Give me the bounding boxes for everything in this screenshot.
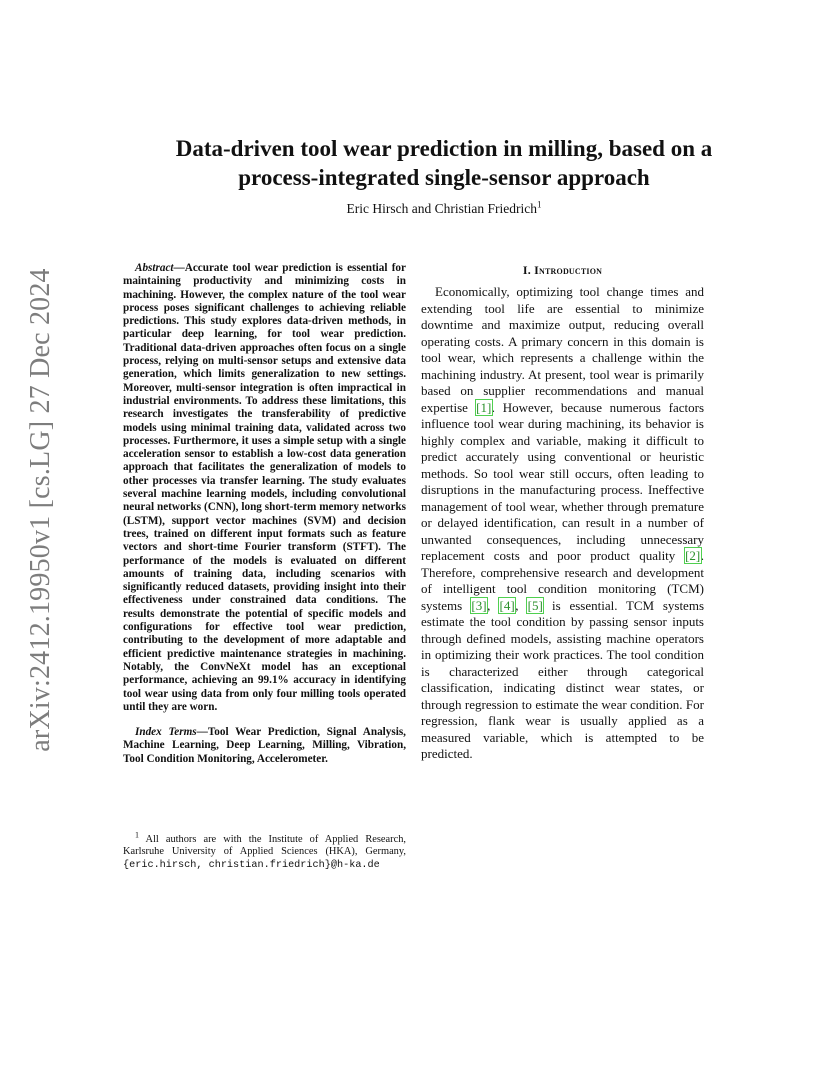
- index-terms-label: Index Terms: [135, 726, 197, 739]
- citation-link-3[interactable]: [3]: [471, 597, 487, 613]
- left-column: [123, 262, 406, 777]
- author-names: Eric Hirsch and Christian Friedrich: [346, 201, 537, 216]
- intro-text-4: is essential. TCM systems estimate the tool condition by passing sensor inputs through defined models, assisting machine operators in optimizing their work practices. The tool condition is characterized either through categorical classification, indicating distinct wear states, or through regression to estimate the wear condition. For regression, flank wear is usually applied as a measured variable, which is attempted to be predicted.: [421, 597, 705, 761]
- abstract-paragraph: [123, 262, 406, 714]
- index-terms-paragraph: [123, 726, 406, 766]
- citation-link-4[interactable]: [4]: [499, 597, 515, 613]
- introduction-paragraph: [421, 284, 704, 763]
- citation-separator-2: ,: [515, 597, 528, 613]
- abstract-dash: —: [173, 262, 185, 274]
- arxiv-identifier-text: arXiv:2412.19950v1 [cs.LG] 27 Dec 2024: [25, 268, 56, 752]
- right-column: [421, 262, 704, 763]
- abstract-text: Accurate tool wear prediction is essential for maintaining productivity and minimizing costs in machining. However, the complex nature of the tool wear process poses significant challenges to achieving reliable predictions. This study explores data-driven methods, in particular deep learning, for tool wear prediction. Traditional data-driven approaches often focus on a single process, relying on multi-sensor setups and extensive data generation, which limits generalization to new settings. Moreover, multi-sensor integration is often impractical in industrial environments. To address these limitations, this research investigates the transferability of predictive models using minimal training data, validated across two processes. Furthermore, it uses a simple setup with a single acceleration sensor to establish a low-cost data generation approach that facilitates the generalization of models to other processes via transfer learning. The study evaluates several machine learning models, including convolutional neural networks (CNN), long short-term memory networks (LSTM), support vector machines (SVM) and decision trees, trained on different input formats such as feature vectors and short-time Fourier transform (STFT). The performance of the models is evaluated on different amounts of training data, including scenarios with significantly reduced datasets, providing insight into their effectiveness under constrained data conditions. The results demonstrate the potential of specific models and configurations for effective tool wear prediction, contributing to the development of more adaptable and efficient predictive maintenance strategies in machining. Notably, the ConvNeXt model has an exceptional performance, achieving an 99.1% accuracy in identifying tool wear using data from only four milling tools operated until they are worn.: [123, 262, 406, 713]
- arxiv-identifier-stamp: [24, 260, 58, 760]
- footnote-mark: 1: [135, 830, 139, 840]
- citation-separator-1: ,: [487, 597, 500, 613]
- author-affiliation-mark: 1: [536, 199, 542, 210]
- paper-title: [96, 134, 792, 192]
- citation-link-1[interactable]: [1]: [476, 399, 492, 415]
- intro-text-2: . However, because numerous factors influence tool wear during machining, its behavior is highly complex and variable, making it difficult to predict accurately using conventional or heuristic methods. So tool wear still occurs, often leading to disruptions in the manufacturing process. Ineffective management of tool wear, whether through premature or delayed identification, can result in a number of unwanted consequences, including unnecessary replacement costs and poor product quality: [421, 399, 705, 563]
- section-number: I.: [522, 263, 531, 277]
- footnote-text: All authors are with the Institute of Applied Research, Karlsruhe University of Applied Sciences (HKA), Germany,: [123, 834, 406, 858]
- paper-title-line-1: Data-driven tool wear prediction in milling, based on a: [175, 136, 713, 161]
- index-terms-dash: —: [196, 726, 208, 739]
- footnote-emails[interactable]: {eric.hirsch, christian.friedrich}@h-ka.de: [123, 859, 380, 871]
- intro-text-3: . Therefore, comprehensive research and development of intelligent tool condition monitoring (TCM) systems: [421, 548, 704, 613]
- section-title: Introduction: [534, 263, 603, 277]
- paper-title-line-2: process-integrated single-sensor approach: [238, 165, 650, 190]
- intro-text-1: Economically, optimizing tool change times and extending tool life are essential to minimize downtime and maximize output, reducing overall operating costs. A primary concern in this domain is tool wear, which represents a challenge within the machining industry. At present, tool wear is primarily based on supplier recommendations and manual expertise: [421, 284, 704, 415]
- affiliation-footnote: [123, 830, 406, 872]
- author-line: [96, 200, 792, 218]
- abstract-label: Abstract: [135, 262, 174, 274]
- citation-link-2[interactable]: [2]: [685, 548, 701, 563]
- index-terms-text: Tool Wear Prediction, Signal Analysis, Machine Learning, Deep Learning, Milling, Vibration, Tool Condition Monitoring, Accelerometer.: [123, 726, 406, 765]
- citation-link-5[interactable]: [5]: [527, 597, 543, 613]
- section-heading-introduction: [421, 262, 704, 278]
